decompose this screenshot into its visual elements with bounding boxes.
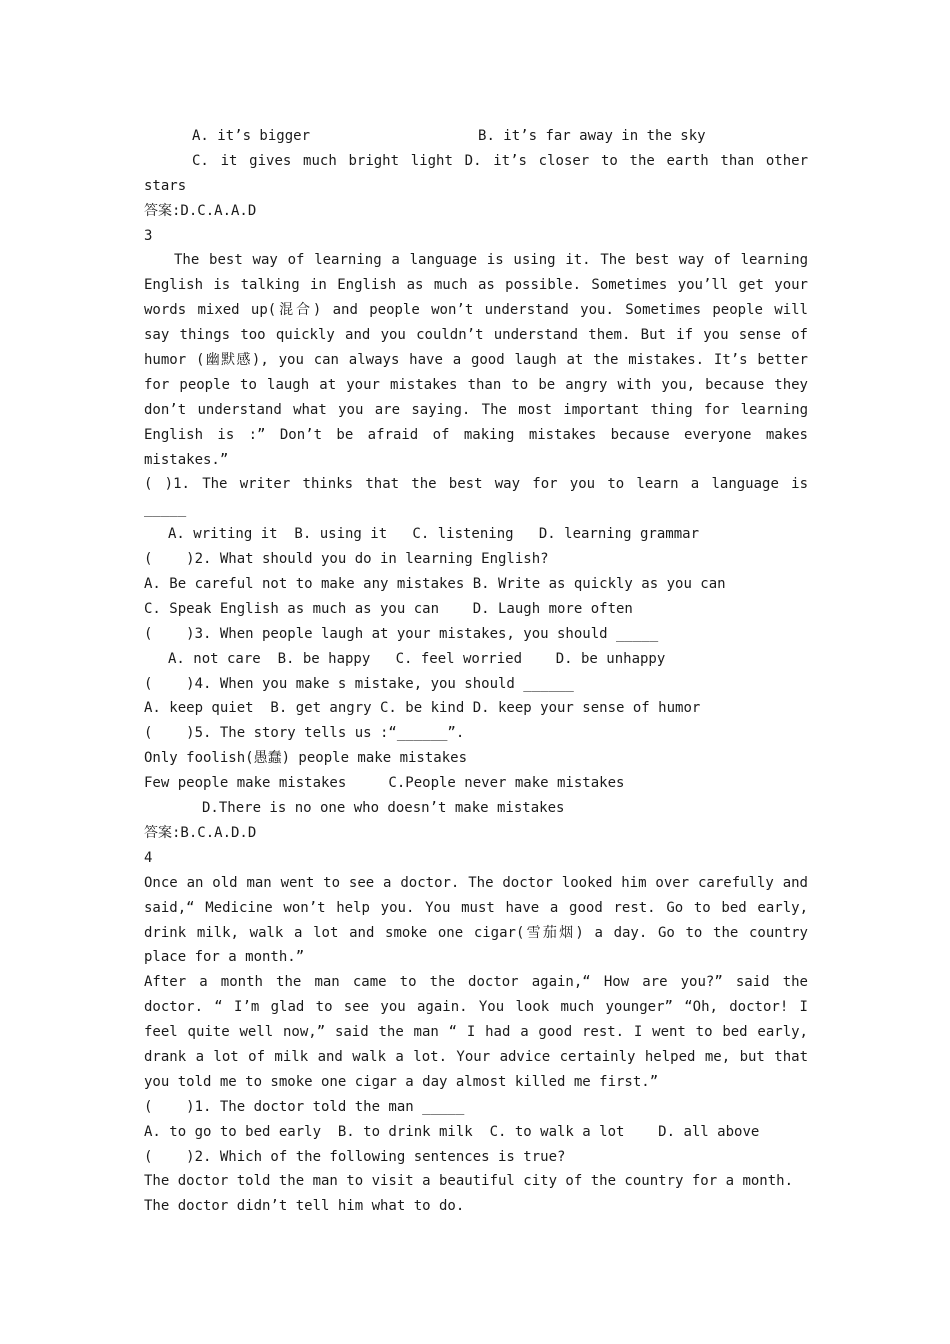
s4-passage-line: doctor. “ I’m glad to see you again. You look much younger” “Oh, doctor! I [144,999,808,1016]
s4-passage-line: Once an old man went to see a doctor. The doctor looked him over carefully and [144,874,808,891]
prev-options-cd-cont: stars [144,177,187,194]
s3-question-5-options: Few people make mistakes C.People never make mistakes [144,775,625,792]
s4-passage-line: drink milk, walk a lot and smoke one cigar(雪茄烟) a day. Go to the country [144,924,808,941]
s3-passage-line: for people to laugh at your mistakes than to be angry with you, because they [144,376,808,393]
s3-passage-line: words mixed up(混合) and people won’t understand you. Sometimes people will [144,302,808,319]
s3-question-1: ( )1. The writer thinks that the best way for you to learn a language is [144,476,808,493]
option-b: B. it’s far away in the sky [478,128,706,144]
s4-passage-line: After a month the man came to the doctor again,“ How are you?” said the [144,974,808,991]
s3-passage-line: don’t understand what you are saying. The most important thing for learning [144,401,808,418]
s4-passage-line: drank a lot of milk and walk a lot. Your advice certainly helped me, but that [144,1048,808,1065]
s4-question-2: ( )2. Which of the following sentences is true? [144,1148,566,1165]
s3-question-4-options: A. keep quiet B. get angry C. be kind D. keep your sense of humor [144,700,701,717]
s4-passage-line: place for a month.” [144,949,305,966]
s3-passage-line: mistakes.” [144,451,229,468]
prev-options-cd: C. it gives much bright light D. it’s closer to the earth than other [192,152,808,169]
s3-passage-line: The best way of learning a language is using it. The best way of learning [174,252,808,269]
s4-question-2-options: The doctor told the man to visit a beautiful city of the country for a month. [144,1173,794,1190]
s3-question-2: ( )2. What should you do in learning English? [144,551,549,568]
s3-passage-line: humor (幽默感), you can always have a good laugh at the mistakes. It’s better [144,352,808,369]
s3-question-1-blank: _____ [144,501,187,518]
s3-question-1-options: A. writing it B. using it C. listening D. learning grammar [168,526,700,543]
section-4-number: 4 [144,849,153,866]
s4-question-1-options: A. to go to bed early B. to drink milk C. to walk a lot D. all above [144,1123,760,1140]
document-page [144,124,808,1219]
s4-question-2-options: The doctor didn’t tell him what to do. [144,1198,465,1215]
s3-passage-line: say things too quickly and you couldn’t understand them. But if you sense of [144,327,808,344]
s3-question-4: ( )4. When you make s mistake, you should ______ [144,675,574,692]
s3-answer: 答案:B.C.A.D.D [144,824,257,841]
s3-question-5-options: D.There is no one who doesn’t make mistakes [202,800,565,817]
s3-question-5-options: Only foolish(愚蠢) people make mistakes [144,750,468,767]
prev-answer: 答案:D.C.A.A.D [144,202,257,219]
s4-question-1: ( )1. The doctor told the man _____ [144,1098,465,1115]
s3-question-2-options: C. Speak English as much as you can D. Laugh more often [144,600,633,617]
s4-passage-line: you told me to smoke one cigar a day almost killed me first.” [144,1073,659,1090]
s4-passage-line: feel quite well now,” said the man “ I had a good rest. I went to bed early, [144,1024,808,1041]
prev-options-ab [144,124,808,149]
s4-passage-line: said,“ Medicine won’t help you. You must have a good rest. Go to bed early, [144,899,808,916]
section-3-number: 3 [144,227,153,244]
s3-question-5: ( )5. The story tells us :“______”. [144,725,465,742]
s3-question-3: ( )3. When people laugh at your mistakes, you should _____ [144,625,659,642]
option-a: A. it’s bigger [192,128,311,144]
s3-passage-line: English is :” Don’t be afraid of making mistakes because everyone makes [144,426,808,443]
s3-question-3-options: A. not care B. be happy C. feel worried D. be unhappy [168,650,666,667]
s3-passage-line: English is talking in English as much as possible. Sometimes you’ll get your [144,277,808,294]
s3-question-2-options: A. Be careful not to make any mistakes B. Write as quickly as you can [144,576,726,593]
